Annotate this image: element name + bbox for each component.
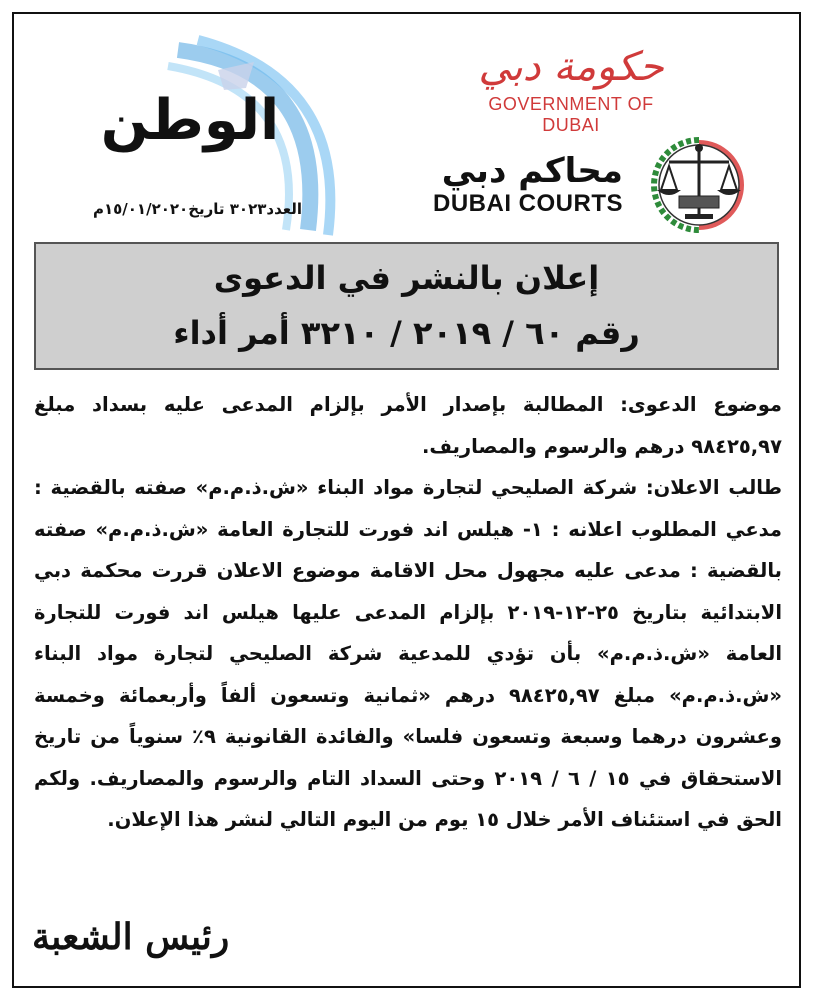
notice-frame: [12, 12, 801, 988]
government-name-arabic: حكومة دبي: [478, 44, 664, 90]
case-number: رقم ٦٠ / ٢٠١٩ / ٣٢١٠ أمر أداء: [173, 314, 640, 352]
courts-name-arabic: محاكم دبي: [441, 151, 623, 191]
notice-details-paragraph: طالب الاعلان: شركة الصليحي لتجارة مواد البناء «ش.ذ.م.م» صفته بالقضية : مدعي المطلوب اعلانه : ١- هيلس اند فورت للتجارة العامة «ش.ذ.م.م» صفته بالقضية : مدعى عليه مجهول محل الاقامة موضوع الاعلان قررت محكمة دبي الابتدائية بتاريخ ٢٥-١٢-٢٠١٩ بإلزام المدعى عليها هيلس اند فورت للتجارة العامة «ش.ذ.م.م» بأن تؤدي للمدعية شركة الصليحي لتجارة مواد البناء «ش.ذ.م.م» مبلغ ٩٨٤٢٥,٩٧ درهم «ثمانية وتسعون ألفاً وأربعمائة وخمسة وعشرون درهما وسبعة وتسعون فلسا» والفائدة القانونية ٩٪ سنوياً من تاريخ الاستحقاق في ١٥ / ٦ / ٢٠١٩ وحتى السداد التام والرسوم والمصاريف. ولكم الحق في استئناف الأمر خلال ١٥ يوم من اليوم التالي لنشر هذا الإعلان.: [34, 476, 783, 831]
header: [14, 14, 799, 242]
signature-section-head: رئيس الشعبة: [32, 916, 230, 958]
courts-name-english: DUBAI COURTS: [433, 190, 623, 217]
newspaper-masthead: [40, 60, 318, 218]
notice-body: [34, 384, 782, 841]
newspaper-name: الوطن: [100, 88, 280, 153]
scales-of-justice-emblem-icon: [643, 136, 755, 234]
government-of-dubai-logo: [461, 42, 681, 136]
issue-number-date: العدد٣٠٢٣ تاريخ١٥/٠١/٢٠٢٠م: [92, 200, 302, 218]
notice-title: إعلان بالنشر في الدعوى: [213, 259, 600, 297]
notice-title-box: [34, 242, 779, 370]
dubai-courts-title: [433, 152, 623, 218]
government-name-english: GOVERNMENT OF DUBAI: [488, 94, 654, 135]
case-subject-paragraph: موضوع الدعوى: المطالبة بإصدار الأمر بإلزام المدعى عليه بسداد مبلغ ٩٨٤٢٥,٩٧ درهم والرسوم والمصاريف.: [34, 393, 782, 458]
